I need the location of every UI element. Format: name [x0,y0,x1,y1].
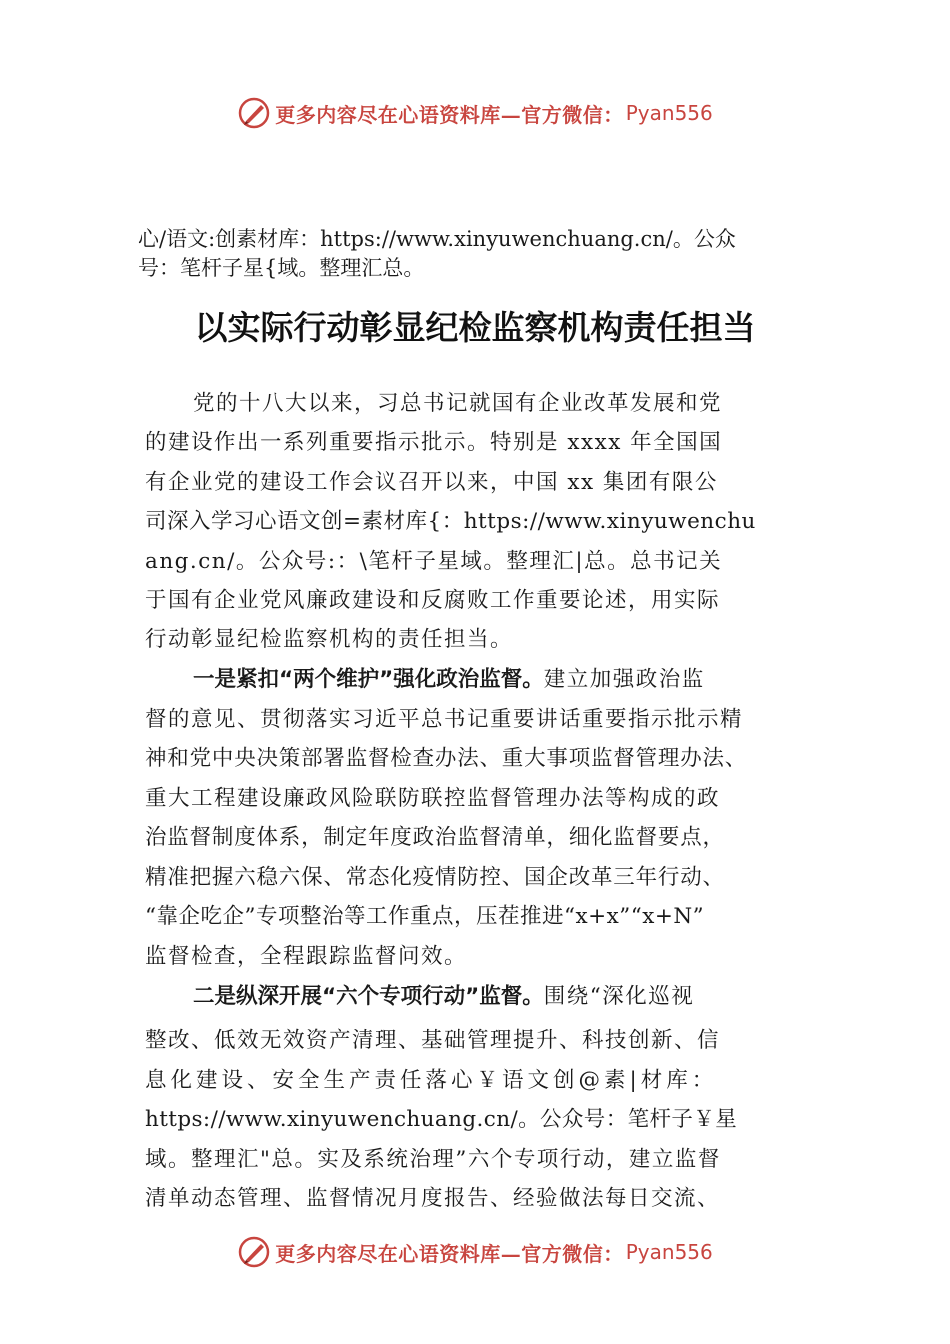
paragraph-1-line: 司深入学习心语文创=素材库{：https://www.xinyuwenchu [145,509,756,534]
document-title: 以实际行动彰显纪检监察机构责任担当 [194,308,756,347]
paragraph-3-first-line [193,982,815,1012]
paragraph-2-lead: 一是紧扣“两个维护”强化政治监督。 [193,667,544,692]
paragraph-3-line: 清单动态管理、监督情况月度报告、经验做法每日交流、 [145,1186,721,1211]
paragraph-3-line: 整改、低效无效资产清理、基础管理提升、科技创新、信 [145,1028,721,1053]
paragraph-3-lead-rest: 围绕“深化巡视 [543,984,695,1009]
header-note-line-2: 号：笔杆子星{域。整理汇总。 [138,256,425,280]
paragraph-3-line: 息化建设、安全生产责任落心￥语文创@素|材库： [145,1068,718,1093]
pen-logo-icon [237,1235,271,1269]
paragraph-1-line: 行动彰显纪检监察机构的责任担当。 [145,627,514,652]
paragraph-2-line: 重大工程建设廉政风险联防联控监督管理办法等构成的政 [145,786,721,811]
header-note-line-1: 心/语文:创素材库：https://www.xinyuwenchuang.cn/。公众 [138,227,736,251]
paragraph-1-line: 于国有企业党风廉政建设和反腐败工作重要论述，用实际 [145,588,721,613]
paragraph-1-line: ang.cn/。公众号:：\笔杆子星域。整理汇|总。总书记关 [145,549,723,574]
paragraph-2-line: 监督检查，全程跟踪监督问效。 [145,944,468,969]
paragraph-1-line: 党的十八大以来，习总书记就国有企业改革发展和党 [193,391,723,416]
paragraph-2-line: 督的意见、贯彻落实习近平总书记重要讲话重要指示批示精 [145,707,744,732]
paragraph-3-line: 域。整理汇"总。实及系统治理”六个专项行动，建立监督 [145,1147,721,1172]
banner-text: 更多内容尽在心语资料库—官方微信： [275,1241,624,1266]
paragraph-3-line: https://www.xinyuwenchuang.cn/。公众号：笔杆子￥星 [145,1107,738,1132]
paragraph-3-lead: 二是纵深开展“六个专项行动”监督。 [193,984,544,1009]
paragraph-2-line: 神和党中央决策部署监督检查办法、重大事项监督管理办法、 [145,746,748,771]
banner-text: 更多内容尽在心语资料库—官方微信： [275,102,624,127]
top-banner [0,93,950,133]
bottom-banner [0,1232,950,1272]
paragraph-2-line: 精准把握六稳六保、常态化疫情防控、国企改革三年行动、 [145,865,725,890]
pen-logo-icon [237,96,271,130]
paragraph-2-lead-rest: 建立加强政治监 [543,667,705,692]
paragraph-2-first-line [193,665,815,695]
paragraph-2-line: 治监督制度体系，制定年度政治监督清单，细化监督要点， [145,825,725,850]
paragraph-2-line: “靠企吃企”专项整治等工作重点，压茬推进“x+x”“x+N” [145,904,705,929]
paragraph-1-line: 的建设作出一系列重要指示批示。特别是 xxxx 年全国国 [145,430,723,455]
banner-wechat-id: Pyan556 [625,101,713,125]
banner-wechat-id: Pyan556 [625,1240,713,1264]
paragraph-1-line: 有企业党的建设工作会议召开以来，中国 xx 集团有限公 [145,470,718,495]
